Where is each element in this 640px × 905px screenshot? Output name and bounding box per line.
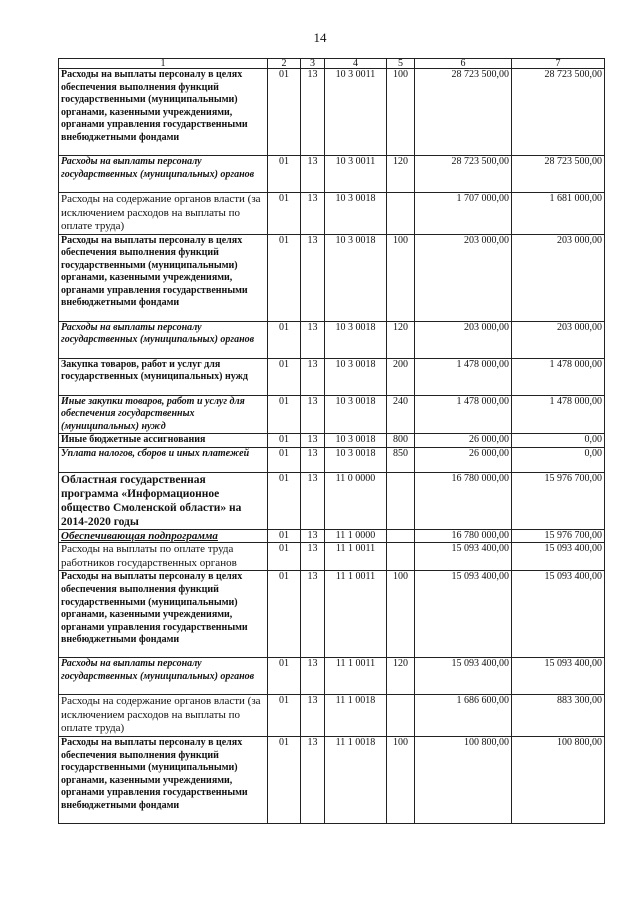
table-row (59, 571, 605, 658)
row-name-cell: Расходы на выплаты по оплате труда работников государственных органов (59, 543, 268, 571)
row-section-cell: 01 (268, 395, 301, 434)
row-expense-type-cell: 120 (387, 658, 415, 695)
row-name-cell: Расходы на выплаты персоналу государственных (муниципальных) органов (59, 156, 268, 193)
row-amount-year1-cell: 28 723 500,00 (415, 156, 512, 193)
budget-table (58, 58, 605, 824)
row-subsection-cell: 13 (301, 395, 325, 434)
row-subsection-cell: 13 (301, 571, 325, 658)
row-expense-type-cell: 100 (387, 69, 415, 156)
row-name-cell: Расходы на выплаты персоналу в целях обеспечения выполнения функций государственными (муниципальными) органами, казенными учреждениями, органами управления государственными внебюджетными фондами (59, 571, 268, 658)
row-subsection-cell: 13 (301, 447, 325, 472)
row-name-cell: Обеспечивающая подпрограмма (59, 529, 268, 543)
row-target-article-cell: 11 1 0011 (325, 658, 387, 695)
row-expense-type-cell: 240 (387, 395, 415, 434)
row-expense-type-cell: 100 (387, 234, 415, 321)
row-section-cell: 01 (268, 571, 301, 658)
row-name-cell: Расходы на выплаты персоналу в целях обеспечения выполнения функций государственными (муниципальными) органами, казенными учреждениями, органами управления государственными внебюджетными фондами (59, 234, 268, 321)
table-row (59, 472, 605, 529)
row-section-cell: 01 (268, 695, 301, 737)
row-target-article-cell: 10 3 0018 (325, 358, 387, 395)
row-amount-year2-cell: 15 093 400,00 (512, 658, 605, 695)
row-amount-year2-cell: 883 300,00 (512, 695, 605, 737)
row-expense-type-cell (387, 543, 415, 571)
row-amount-year1-cell: 1 707 000,00 (415, 193, 512, 235)
row-subsection-cell: 13 (301, 321, 325, 358)
row-target-article-cell: 10 3 0018 (325, 234, 387, 321)
table-row (59, 529, 605, 543)
row-amount-year2-cell: 15 976 700,00 (512, 529, 605, 543)
row-expense-type-cell: 120 (387, 321, 415, 358)
row-section-cell: 01 (268, 156, 301, 193)
row-target-article-cell: 10 3 0018 (325, 193, 387, 235)
row-section-cell: 01 (268, 658, 301, 695)
table-row (59, 447, 605, 472)
row-name-cell: Расходы на содержание органов власти (за исключением расходов на выплаты по оплате труда) (59, 193, 268, 235)
row-amount-year1-cell: 1 478 000,00 (415, 395, 512, 434)
row-amount-year2-cell: 203 000,00 (512, 321, 605, 358)
row-section-cell: 01 (268, 434, 301, 448)
row-subsection-cell: 13 (301, 193, 325, 235)
row-section-cell: 01 (268, 193, 301, 235)
row-section-cell: 01 (268, 234, 301, 321)
row-amount-year1-cell: 203 000,00 (415, 234, 512, 321)
table-row (59, 321, 605, 358)
row-target-article-cell: 10 3 0011 (325, 69, 387, 156)
row-subsection-cell: 13 (301, 529, 325, 543)
row-subsection-cell: 13 (301, 156, 325, 193)
row-amount-year2-cell: 15 976 700,00 (512, 472, 605, 529)
row-target-article-cell: 11 1 0018 (325, 736, 387, 823)
table-row (59, 543, 605, 571)
row-subsection-cell: 13 (301, 472, 325, 529)
row-subsection-cell: 13 (301, 69, 325, 156)
header-cell-3: 3 (301, 59, 325, 69)
table-row (59, 434, 605, 448)
row-amount-year1-cell: 28 723 500,00 (415, 69, 512, 156)
row-section-cell: 01 (268, 529, 301, 543)
row-amount-year2-cell: 1 478 000,00 (512, 395, 605, 434)
row-target-article-cell: 10 3 0018 (325, 434, 387, 448)
row-expense-type-cell (387, 472, 415, 529)
row-subsection-cell: 13 (301, 358, 325, 395)
row-name-cell: Расходы на выплаты персоналу государственных (муниципальных) органов (59, 658, 268, 695)
header-cell-7: 7 (512, 59, 605, 69)
row-amount-year2-cell: 1 478 000,00 (512, 358, 605, 395)
row-subsection-cell: 13 (301, 434, 325, 448)
row-name-cell: Расходы на содержание органов власти (за исключением расходов на выплаты по оплате труда) (59, 695, 268, 737)
row-name-cell: Расходы на выплаты персоналу государственных (муниципальных) органов (59, 321, 268, 358)
table-row (59, 395, 605, 434)
table-row (59, 193, 605, 235)
table-row (59, 736, 605, 823)
row-amount-year2-cell: 15 093 400,00 (512, 543, 605, 571)
row-amount-year2-cell: 0,00 (512, 447, 605, 472)
row-subsection-cell: 13 (301, 736, 325, 823)
row-subsection-cell: 13 (301, 543, 325, 571)
row-target-article-cell: 11 1 0011 (325, 571, 387, 658)
row-amount-year1-cell: 26 000,00 (415, 434, 512, 448)
row-name-cell: Расходы на выплаты персоналу в целях обеспечения выполнения функций государственными (муниципальными) органами, казенными учреждениями, органами управления государственными внебюджетными фондами (59, 69, 268, 156)
header-cell-5: 5 (387, 59, 415, 69)
row-amount-year2-cell: 28 723 500,00 (512, 69, 605, 156)
page-number: 14 (313, 30, 327, 45)
header-cell-2: 2 (268, 59, 301, 69)
row-amount-year2-cell: 100 800,00 (512, 736, 605, 823)
row-name-cell: Расходы на выплаты персоналу в целях обеспечения выполнения функций государственными (муниципальными) органами, казенными учреждениями, органами управления государственными внебюджетными фондами (59, 736, 268, 823)
row-target-article-cell: 11 1 0018 (325, 695, 387, 737)
table-row (59, 69, 605, 156)
row-amount-year1-cell: 100 800,00 (415, 736, 512, 823)
row-amount-year1-cell: 26 000,00 (415, 447, 512, 472)
table-row (59, 156, 605, 193)
row-amount-year1-cell: 15 093 400,00 (415, 543, 512, 571)
row-expense-type-cell: 850 (387, 447, 415, 472)
header-cell-1: 1 (59, 59, 268, 69)
row-name-cell: Закупка товаров, работ и услуг для государственных (муниципальных) нужд (59, 358, 268, 395)
row-subsection-cell: 13 (301, 658, 325, 695)
row-expense-type-cell: 200 (387, 358, 415, 395)
row-expense-type-cell (387, 529, 415, 543)
row-amount-year2-cell: 203 000,00 (512, 234, 605, 321)
row-subsection-cell: 13 (301, 234, 325, 321)
row-amount-year1-cell: 1 478 000,00 (415, 358, 512, 395)
row-name-cell: Иные бюджетные ассигнования (59, 434, 268, 448)
table-header-row (59, 59, 605, 69)
table-row (59, 358, 605, 395)
header-cell-6: 6 (415, 59, 512, 69)
row-target-article-cell: 11 1 0000 (325, 529, 387, 543)
row-amount-year2-cell: 1 681 000,00 (512, 193, 605, 235)
row-name-cell: Областная государственная программа «Информационное общество Смоленской области» на 2014-2020 годы (59, 472, 268, 529)
row-expense-type-cell: 100 (387, 736, 415, 823)
table-row (59, 695, 605, 737)
row-amount-year2-cell: 15 093 400,00 (512, 571, 605, 658)
row-section-cell: 01 (268, 472, 301, 529)
row-amount-year2-cell: 0,00 (512, 434, 605, 448)
row-expense-type-cell: 100 (387, 571, 415, 658)
row-amount-year1-cell: 15 093 400,00 (415, 571, 512, 658)
row-section-cell: 01 (268, 358, 301, 395)
row-amount-year1-cell: 16 780 000,00 (415, 529, 512, 543)
table-row (59, 658, 605, 695)
row-amount-year1-cell: 1 686 600,00 (415, 695, 512, 737)
row-target-article-cell: 10 3 0018 (325, 321, 387, 358)
row-section-cell: 01 (268, 447, 301, 472)
row-name-cell: Иные закупки товаров, работ и услуг для обеспечения государственных (муниципальных) нужд (59, 395, 268, 434)
row-section-cell: 01 (268, 543, 301, 571)
row-name-cell: Уплата налогов, сборов и иных платежей (59, 447, 268, 472)
row-target-article-cell: 10 3 0011 (325, 156, 387, 193)
row-subsection-cell: 13 (301, 695, 325, 737)
row-target-article-cell: 10 3 0018 (325, 395, 387, 434)
table-row (59, 234, 605, 321)
row-expense-type-cell (387, 193, 415, 235)
row-expense-type-cell: 120 (387, 156, 415, 193)
row-amount-year1-cell: 203 000,00 (415, 321, 512, 358)
row-expense-type-cell (387, 695, 415, 737)
row-amount-year2-cell: 28 723 500,00 (512, 156, 605, 193)
row-expense-type-cell: 800 (387, 434, 415, 448)
row-amount-year1-cell: 16 780 000,00 (415, 472, 512, 529)
row-target-article-cell: 11 1 0011 (325, 543, 387, 571)
row-section-cell: 01 (268, 736, 301, 823)
row-section-cell: 01 (268, 321, 301, 358)
row-target-article-cell: 10 3 0018 (325, 447, 387, 472)
row-target-article-cell: 11 0 0000 (325, 472, 387, 529)
row-section-cell: 01 (268, 69, 301, 156)
header-cell-4: 4 (325, 59, 387, 69)
row-amount-year1-cell: 15 093 400,00 (415, 658, 512, 695)
